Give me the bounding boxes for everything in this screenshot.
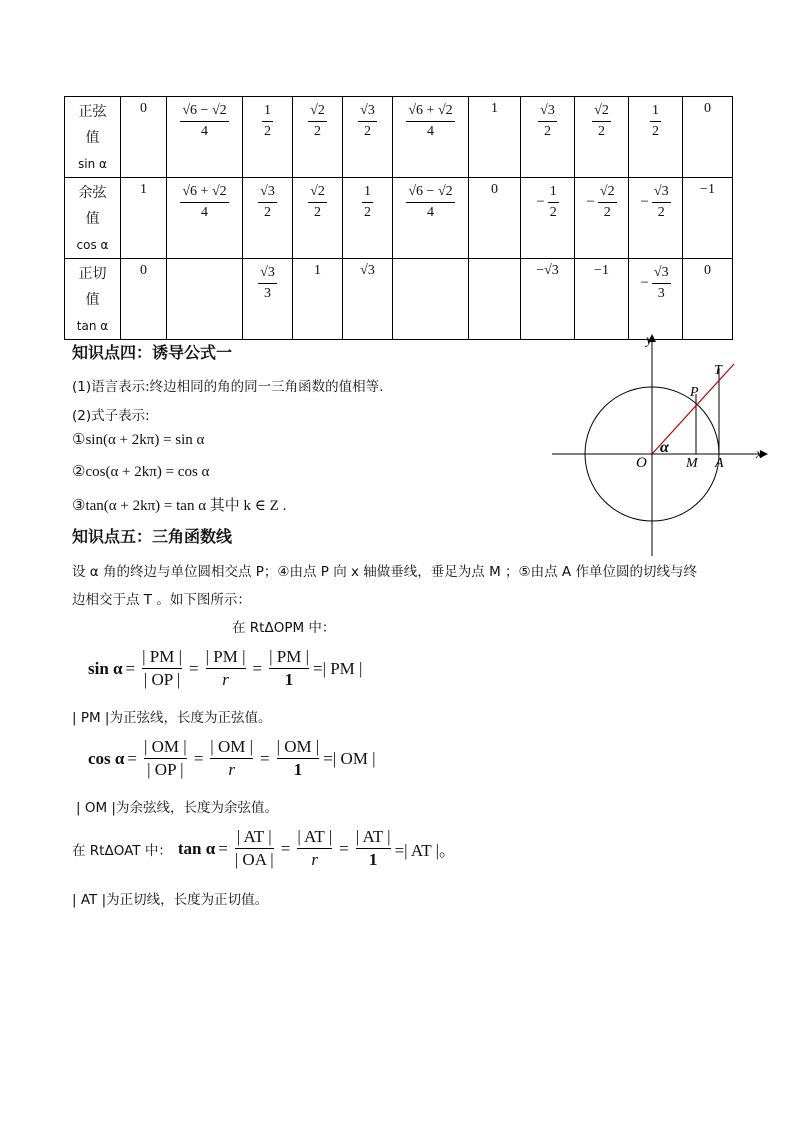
table-cell: 1 [469, 97, 521, 178]
table-cell: 0 [683, 97, 733, 178]
formula-2: ②cos(α + 2kπ) = cos α [72, 464, 210, 480]
row-header: 余弦 值 cos α [65, 178, 121, 259]
rt-opm-label: 在 RtΔOPM 中： [232, 620, 336, 636]
table-cell: $\frac{√2}{2}$ [293, 178, 343, 259]
table-cell: $\frac{√3}{2}$ [521, 97, 575, 178]
om-desc: | OM |为余弦线，长度为余弦值。 [76, 800, 278, 816]
table-cell: −1 [683, 178, 733, 259]
table-cell [469, 259, 521, 340]
label-P: P [690, 385, 699, 400]
label-M: M [686, 456, 698, 471]
table-cell: −1 [575, 259, 629, 340]
section4-line2: (2)式子表示: [72, 408, 150, 424]
table-cell: 0 [121, 97, 167, 178]
table-cell: 0 [469, 178, 521, 259]
table-cell: $\frac{√3}{2}$ [343, 97, 393, 178]
row-header: 正切 值 tan α [65, 259, 121, 340]
cos-lhs: cos α [88, 748, 125, 768]
table-cell: − $\frac{1}{2}$ [521, 178, 575, 259]
sin-formula: sin α = | PM | | OP | = | PM | r = | PM | 1 =| PM | [88, 647, 363, 689]
label-A: A [715, 456, 724, 471]
cos-formula: cos α = | OM | | OP | = | OM | r = | OM | 1 =| OM | [88, 737, 376, 779]
section5-para1: 设 α 角的终边与单位圆相交点 P；④由点 P 向 x 轴做垂线，垂足为点 M ；⑤由点 A 作单位圆的切线与终 [72, 564, 697, 580]
table-cell: $\frac{√6 + √2}{4}$ [167, 178, 243, 259]
table-cell: − $\frac{√2}{2}$ [575, 178, 629, 259]
table-cell: $\frac{1}{2}$ [629, 97, 683, 178]
formula-3: ③tan(α + 2kπ) = tan α 其中 k ∈ Z . [72, 498, 287, 514]
table-cell: $\frac{1}{2}$ [243, 97, 293, 178]
sin-lhs: sin α [88, 658, 123, 678]
table-cell: 1 [293, 259, 343, 340]
table-cell: $\frac{√6 - √2}{4}$ [167, 97, 243, 178]
table-cell: $\frac{√6 + √2}{4}$ [393, 97, 469, 178]
label-y: y [646, 333, 653, 348]
table-cell: $\frac{√2}{2}$ [293, 97, 343, 178]
section5-para2: 边相交于点 T 。如下图所示： [72, 592, 251, 608]
row-header: 正弦 值 sin α [65, 97, 121, 178]
table-cell: $\frac{√3}{2}$ [243, 178, 293, 259]
table-cell: $\frac{√6 - √2}{4}$ [393, 178, 469, 259]
table-cell: $\frac{√3}{3}$ [243, 259, 293, 340]
section4-line1: (1)语言表示:终边相同的角的同一三角函数的值相等. [72, 379, 384, 395]
pm-desc: | PM |为正弦线，长度为正弦值。 [72, 710, 272, 726]
label-O: O [636, 455, 647, 471]
tan-formula: 在 RtΔOAT 中： tan α = | AT | | OA | = | AT | r = | AT | 1 =| AT |。 [72, 827, 457, 869]
formula-1: ①sin(α + 2kπ) = sin α [72, 432, 205, 448]
label-T: T [714, 363, 722, 378]
table-cell: √3 [343, 259, 393, 340]
table-cell: $\frac{1}{2}$ [343, 178, 393, 259]
table-cell: 0 [683, 259, 733, 340]
section4-title: 知识点四：诱导公式一 [72, 343, 233, 362]
table-cell: 1 [121, 178, 167, 259]
table-cell: −√3 [521, 259, 575, 340]
tan-lhs: tan α [177, 838, 216, 858]
table-cell: − $\frac{√3}{3}$ [629, 259, 683, 340]
section5-title: 知识点五：三角函数线 [72, 527, 233, 546]
table-cell [393, 259, 469, 340]
rt-oat-label: 在 RtΔOAT 中： [72, 842, 172, 859]
table-cell [167, 259, 243, 340]
label-x: x [756, 447, 763, 462]
at-desc: | AT |为正切线，长度为正切值。 [72, 892, 269, 908]
table-row [65, 97, 733, 178]
table-cell: $\frac{√2}{2}$ [575, 97, 629, 178]
trig-value-table [64, 96, 733, 340]
table-row [65, 178, 733, 259]
unit-circle-diagram [548, 330, 772, 560]
table-cell: 0 [121, 259, 167, 340]
table-cell: − $\frac{√3}{2}$ [629, 178, 683, 259]
label-alpha: α [660, 439, 669, 456]
table-row [65, 259, 733, 340]
